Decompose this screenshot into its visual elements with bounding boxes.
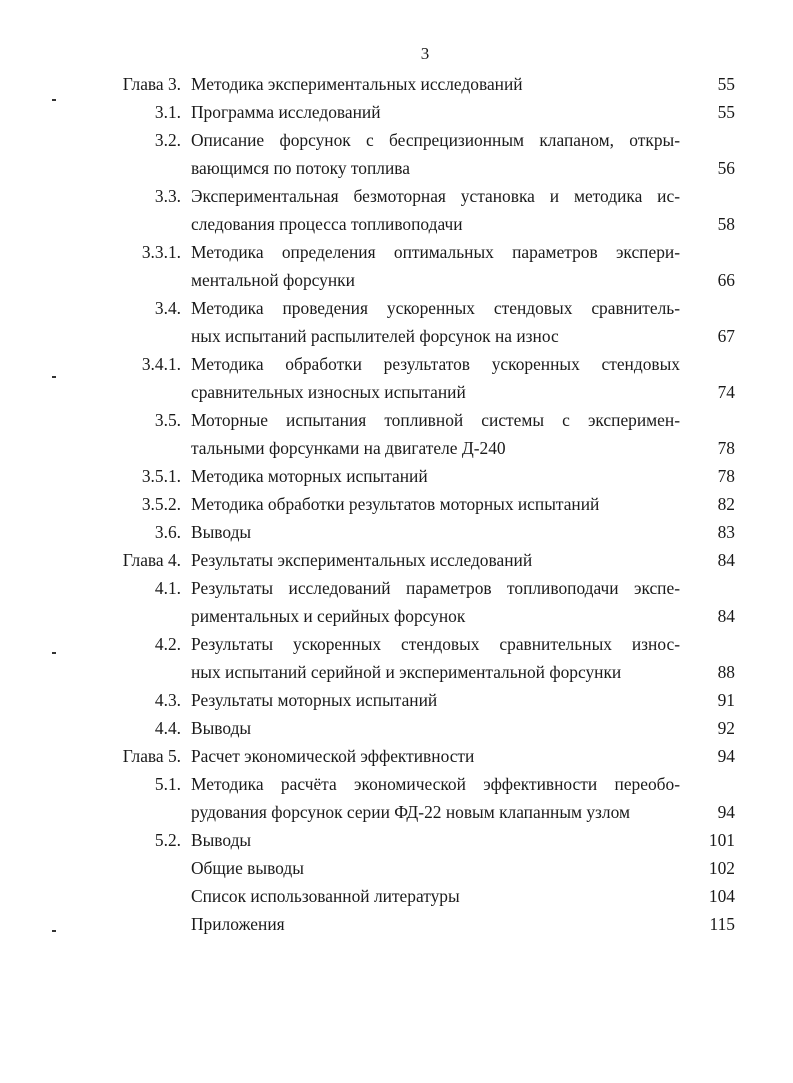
toc-entry-page: 84 [717, 606, 735, 626]
toc-entry [0, 686, 793, 714]
toc-entry [0, 854, 793, 882]
toc-entry-page: 104 [708, 886, 735, 906]
toc-entry [0, 350, 793, 406]
toc-entry [0, 546, 793, 574]
toc-entry-number: 4.4. [154, 718, 181, 738]
toc-entry-number: 3.3.1. [141, 242, 181, 262]
toc-entry-page: 78 [717, 438, 735, 458]
toc-entry-number: 3.2. [154, 130, 181, 150]
margin-mark [52, 930, 56, 932]
toc-entry-title: Список использованной литературы [191, 886, 460, 906]
toc-entry [0, 826, 793, 854]
toc-entry-title: Результаты ускоренных стендовых сравнительных износ- [191, 634, 680, 654]
toc-entry [0, 630, 793, 686]
toc-entry-page: 58 [717, 214, 735, 234]
toc-entry-title: Методика экспериментальных исследований [191, 74, 523, 94]
toc-entry-title: сравнительных износных испытаний [191, 382, 466, 402]
toc-entry-title: Приложения [191, 914, 285, 934]
toc-entry [0, 770, 793, 826]
toc-entry-title: Программа исследований [191, 102, 381, 122]
toc-entry [0, 714, 793, 742]
toc-entry-title: Описание форсунок с беспрецизионным клапаном, откры- [191, 130, 680, 150]
toc-entry-page: 102 [708, 858, 735, 878]
toc-entry-title: рудования форсунок серии ФД-22 новым клапанным узлом [191, 802, 630, 822]
toc-entry [0, 574, 793, 630]
toc-entry-number: 3.3. [154, 186, 181, 206]
toc-entry-page: 115 [709, 914, 735, 934]
toc-entry-title: Методика моторных испытаний [191, 466, 428, 486]
toc-entry [0, 98, 793, 126]
toc-entry-page: 88 [717, 662, 735, 682]
toc-entry-page: 84 [717, 550, 735, 570]
toc-entry-title: риментальных и серийных форсунок [191, 606, 466, 626]
toc-entry-number: 3.5.2. [141, 494, 181, 514]
toc-entry [0, 182, 793, 238]
toc-entry-page: 92 [717, 718, 735, 738]
toc-entry-number: 3.4.1. [141, 354, 181, 374]
toc-entry-page: 55 [717, 74, 735, 94]
toc-entry-page: 74 [717, 382, 735, 402]
toc-entry-page: 83 [717, 522, 735, 542]
page-number: 3 [420, 44, 430, 63]
toc-entry [0, 70, 793, 98]
toc-entry-title: Выводы [191, 718, 252, 738]
toc-entry-number: 3.1. [154, 102, 181, 122]
toc-entry-number: 3.5. [154, 410, 181, 430]
toc-entry-title: Расчет экономической эффективности [191, 746, 475, 766]
toc-entry-title: Выводы [191, 522, 252, 542]
toc-entry-title: следования процесса топливоподачи [191, 214, 463, 234]
toc-entry-number: 3.5.1. [141, 466, 181, 486]
toc-entry-number: 4.3. [154, 690, 181, 710]
toc-entry-title: Общие выводы [191, 858, 304, 878]
toc-entry-number: 5.2. [154, 830, 181, 850]
toc-entry-number: 4.1. [154, 578, 181, 598]
toc-entry-title: Методика проведения ускоренных стендовых сравнитель- [191, 298, 680, 318]
toc-entry [0, 742, 793, 770]
toc-entry-title: Моторные испытания топливной системы с эксперимен- [191, 410, 680, 430]
toc-entry-number: 5.1. [154, 774, 181, 794]
toc-entry-title: ных испытаний распылителей форсунок на износ [191, 326, 559, 346]
toc-entry-title: Методика обработки результатов моторных испытаний [191, 494, 600, 514]
toc-entry-title: Результаты исследований параметров топливоподачи экспе- [191, 578, 680, 598]
toc-entry [0, 882, 793, 910]
toc-entry-title: Результаты экспериментальных исследований [191, 550, 533, 570]
toc-entry-title: Методика определения оптимальных параметров экспери- [191, 242, 680, 262]
table-of-contents [0, 70, 793, 938]
toc-entry-number: Глава 5. [122, 746, 181, 766]
toc-entry-page: 67 [717, 326, 735, 346]
toc-entry-number: Глава 4. [122, 550, 181, 570]
toc-entry-page: 94 [717, 802, 735, 822]
toc-entry [0, 238, 793, 294]
toc-entry-title: Выводы [191, 830, 252, 850]
toc-entry-title: ных испытаний серийной и экспериментальной форсунки [191, 662, 622, 682]
toc-entry [0, 910, 793, 938]
toc-entry-number: 4.2. [154, 634, 181, 654]
toc-entry-title: ментальной форсунки [191, 270, 355, 290]
margin-mark [52, 376, 56, 378]
toc-entry [0, 126, 793, 182]
toc-entry-title: Методика обработки результатов ускоренных стендовых [191, 354, 680, 374]
toc-entry-title: тальными форсунками на двигателе Д-240 [191, 438, 506, 458]
toc-entry-title: Методика расчёта экономической эффективности переобо- [191, 774, 680, 794]
toc-entry-page: 94 [717, 746, 735, 766]
toc-entry-page: 101 [708, 830, 735, 850]
margin-mark [52, 99, 56, 101]
toc-entry-number: 3.6. [154, 522, 181, 542]
toc-entry [0, 490, 793, 518]
toc-entry-page: 78 [717, 466, 735, 486]
toc-entry-number: Глава 3. [122, 74, 181, 94]
toc-entry-title: Экспериментальная безмоторная установка и методика ис- [191, 186, 680, 206]
toc-entry [0, 294, 793, 350]
margin-mark [52, 652, 56, 654]
toc-entry-page: 82 [717, 494, 735, 514]
toc-entry-page: 91 [717, 690, 735, 710]
toc-entry-page: 56 [717, 158, 735, 178]
toc-entry [0, 462, 793, 490]
toc-entry-title: вающимся по потоку топлива [191, 158, 410, 178]
toc-entry-page: 66 [717, 270, 735, 290]
toc-entry [0, 518, 793, 546]
toc-entry [0, 406, 793, 462]
toc-entry-number: 3.4. [154, 298, 181, 318]
toc-entry-page: 55 [717, 102, 735, 122]
toc-entry-title: Результаты моторных испытаний [191, 690, 438, 710]
